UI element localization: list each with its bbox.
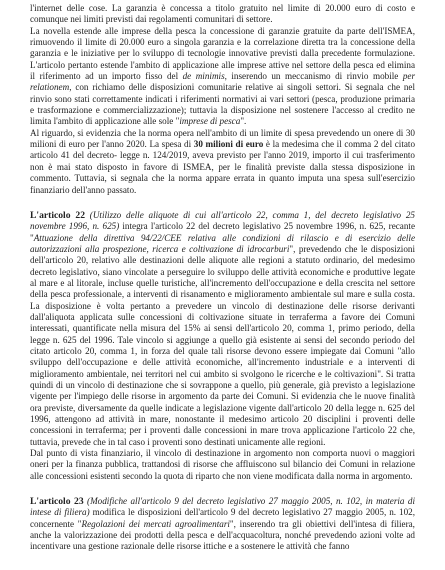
italic-term: imprese di pesca [179,116,241,127]
bold-amount: 30 milioni di euro [193,139,264,150]
text: l'internet delle cose. La garanzia è concessa a titolo gratuito nel limite di 20.000 euro di costo e comunque nei limiti previsti dai regolamenti comunitari di settore. [30,3,415,25]
italic-title: Attuazione della direttiva 94/22/CEE relativa alle condizioni di rilascio e di esercizio delle autorizzazioni alla prospezione, ricerca e coltivazione di idrocarburi [30,232,415,254]
text: , inserendo un meccanismo di rinvio mobile [224,71,403,82]
text: ", inserendo tra gli obiettivi dell'intesa di filiera, anche la valorizzazione dei prodotti della pesca e dell'acquacoltura, nonché prevedendo azioni volte ad incentivare una gestione razionale delle risorse ittiche e a sostenere le attività che fanno [30,518,415,552]
text: Al riguardo, si evidenzia che la norma opera nell'ambito di un limite di spesa prevedendo un onere di 30 milioni di euro per l'anno 2020. La spesa di [30,127,415,150]
text: ", prevedendo che le disposizioni dell'articolo 20, relativo alle destinazioni delle aliquote alle regioni a statuto ordinario, del medesimo decreto legislativo, siano vincolate a perseguire lo sviluppo delle attività economiche e produttive legate al mare e al litorale, incluse quelle turistiche, all'incremento dell'occupazione e della crescita nel settore della pesca professionale, a interventi di risanamento e miglioramento ambientale sul mare e sulla costa. La disposizione è volta pertanto a prevedere un vincolo di destinazione delle risorse derivanti dall'aliquota applicata sulle concessioni di coltivazione situate in terraferma a favore dei Comuni interessati, quantificate nella misura del 15% ai sensi dell'articolo 20, comma 1, primo periodo, della legge n. 625 del 1996. Tale vincolo si aggiunge a quello già esistente ai sensi del secondo periodo del citato articolo 20, comma 1, in forza del quale tali risorse devono essere impiegate dai Comuni "allo sviluppo dell'occupazione e delle attività economiche, all'incremento industriale e a interventi di miglioramento ambientale, nei territori nel cui ambito si svolgono le ricerche e le coltivazioni". Si tratta quindi di un vincolo di destinazione che si sovrappone a quello, più generale, già previsto a legislazione vigente per l'impiego delle risorse in argomento da parte dei Comuni. Si evidenzia che le nuove finalità ora previste, diversamente da quelle indicate a legislazione vigente dall'articolo 20 della legge n. 625 del 1996, attengono ad attività in mare, nonostante il medesimo articolo 20 disciplini i proventi delle concessioni in terraferma; per i proventi dalle concessioni in mare trova applicazione l'articolo 22 che, tuttavia, prevede che in tal caso i proventi sono destinati unicamente alle regioni. [30,243,415,447]
paragraph-limite-spesa [30,128,415,196]
paragraph-articolo-22 [30,210,415,448]
text: modifica le disposizioni dell'articolo 9 del decreto legislativo 27 maggio 2005, n. 102, concernente " [30,507,415,529]
article-subtitle: (Modifiche all'articolo 9 del decreto legislativo 27 maggio 2005, n. 102, in materia di intese di filiera) [30,496,415,518]
article-heading: L'articolo 23 [30,496,84,508]
article-heading: L'articolo 22 [30,209,85,221]
paragraph-articolo-23 [30,496,415,553]
paragraph-articolo-22-finanziario [30,448,415,482]
text: ". [240,116,247,127]
italic-term: per relationem [30,71,415,93]
italic-term: de minimis [182,71,225,82]
text: è la medesima che il comma 2 del citato articolo 41 del decreto- legge n. 124/2019, aveva previsto per l'anno 2019, importo il cui trasferimento non è mai stato disposto in favore di ISMEA, per le finalità previste dalla stessa disposizione in commento. Tuttavia, si segnala che la norma appare errata in quanto imputa una spesa sull'esercizio finanziario dell'anno passato. [30,139,416,195]
text: La novella estende alle imprese della pesca la concessione di garanzie gratuite da parte dell'ISMEA, rimuovendo il limite di 20.000 euro a singola garanzia e la correlazione diretta tra la concessione della garanzia e le iniziative per lo sviluppo di tecnologie innovative previsti dalla precedente formulazione. L'articolo pertanto estende l'ambito di applicazione alle imprese attive nel settore della pesca ed elimina il riferimento ad un importo fisso del [30,25,415,82]
paragraph-garanzia-limit [30,3,415,26]
italic-title: Regolazioni dei mercati agroalimentari [81,518,230,529]
text: Dal punto di vista finanziario, il vincolo di destinazione in argomento non comporta nuovi o maggiori oneri per la finanza pubblica, trattandosi di risorse che affluiscono sul bilancio dei Comuni in relazione alle concessioni esistenti secondo la quota di riparto che non viene modificata dalla norma in argomento. [30,448,415,481]
paragraph-novella [30,26,415,128]
spacer [30,196,415,210]
spacer [30,482,415,496]
text: integra l'articolo 22 del decreto legislativo 25 novembre 1996, n. 625, recante " [30,221,415,243]
text: , con richiamo delle disposizioni comunitarie relative ai singoli settori. Si segnala che nel rinvio sono stati correttamente indicati i riferimenti normativi ai vari settori (pesca, produzione primaria e trasformazione e commercializzazione); tuttavia la disposizione nel sostenere l'accesso al credito ne limita l'ambito di applicazione alle sole " [30,82,415,127]
article-subtitle: (Utilizzo delle aliquote di cui all'articolo 22, comma 1, del decreto legislativo 25 novembre 1996, n. 625) [30,209,415,232]
